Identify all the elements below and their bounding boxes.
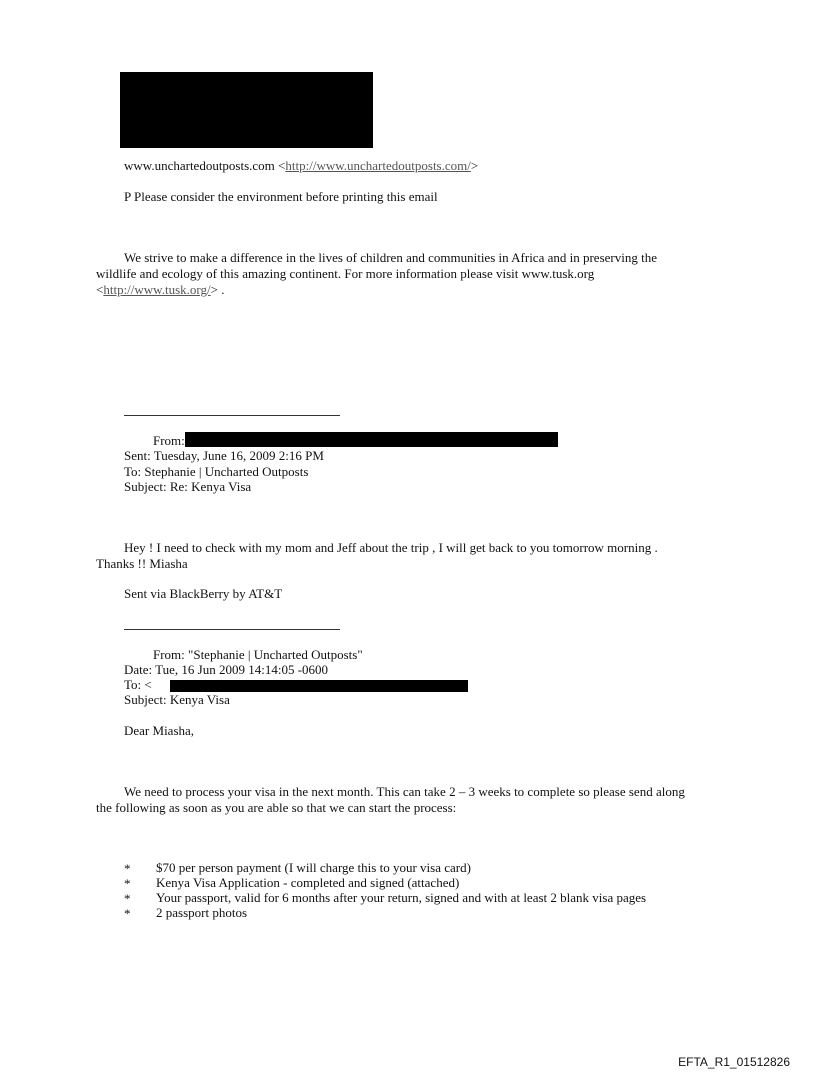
bullet-marker: *	[124, 906, 131, 921]
tusk-link[interactable]: http://www.tusk.org/	[103, 282, 211, 297]
visa-paragraph-line-1: We need to process your visa in the next month. This can take 2 – 3 weeks to complete so please send along	[124, 784, 685, 799]
original-date: Date: Tue, 16 Jun 2009 14:14:05 -0600	[124, 662, 329, 677]
tusk-paragraph-line-3	[96, 282, 224, 297]
environment-note: P Please consider the environment before printing this email	[124, 189, 438, 204]
bullet-marker: *	[124, 861, 131, 876]
reply-divider	[124, 415, 340, 416]
tusk-paragraph-line-1: We strive to make a difference in the lives of children and communities in Africa and in preserving the	[124, 250, 657, 265]
website-link[interactable]: http://www.unchartedoutposts.com/	[285, 158, 471, 173]
list-item: 2 passport photos	[156, 905, 247, 920]
redacted-logo-block	[120, 72, 373, 148]
bullet-marker: *	[124, 876, 131, 891]
tusk-link-open: <	[96, 282, 104, 297]
list-item: Kenya Visa Application - completed and signed (attached)	[156, 875, 460, 890]
signature-website-line	[124, 158, 478, 173]
reply-subject: Subject: Re: Kenya Visa	[124, 479, 252, 494]
visa-paragraph-line-2: the following as soon as you are able so that we can start the process:	[96, 800, 457, 815]
greeting: Dear Miasha,	[124, 723, 195, 738]
reply-sent-via: Sent via BlackBerry by AT&T	[124, 586, 283, 601]
original-divider	[124, 629, 340, 630]
list-item: $70 per person payment (I will charge this to your visa card)	[156, 860, 471, 875]
tusk-link-close: > .	[210, 282, 225, 297]
bullet-marker: *	[124, 891, 131, 906]
tusk-paragraph-line-2: wildlife and ecology of this amazing continent. For more information please visit www.tusk.org	[96, 266, 595, 281]
reply-body-line-1: Hey ! I need to check with my mom and Jeff about the trip , I will get back to you tomorrow morning .	[124, 540, 658, 555]
reply-body-line-2: Thanks !! Miasha	[96, 556, 188, 571]
original-from: From: "Stephanie | Uncharted Outposts"	[153, 647, 363, 662]
reply-to: To: Stephanie | Uncharted Outposts	[124, 464, 309, 479]
website-text: www.unchartedoutposts.com <	[124, 158, 286, 173]
reply-sent: Sent: Tuesday, June 16, 2009 2:16 PM	[124, 448, 324, 463]
original-subject: Subject: Kenya Visa	[124, 692, 230, 707]
list-item: Your passport, valid for 6 months after your return, signed and with at least 2 blank visa pages	[156, 890, 647, 905]
original-to-label: To: <	[124, 677, 152, 692]
redacted-reply-sender	[185, 432, 558, 447]
redacted-original-recipient	[170, 680, 468, 692]
reply-from-label: From:	[153, 433, 185, 448]
document-id: EFTA_R1_01512826	[678, 1055, 790, 1069]
website-close: >	[470, 158, 479, 173]
